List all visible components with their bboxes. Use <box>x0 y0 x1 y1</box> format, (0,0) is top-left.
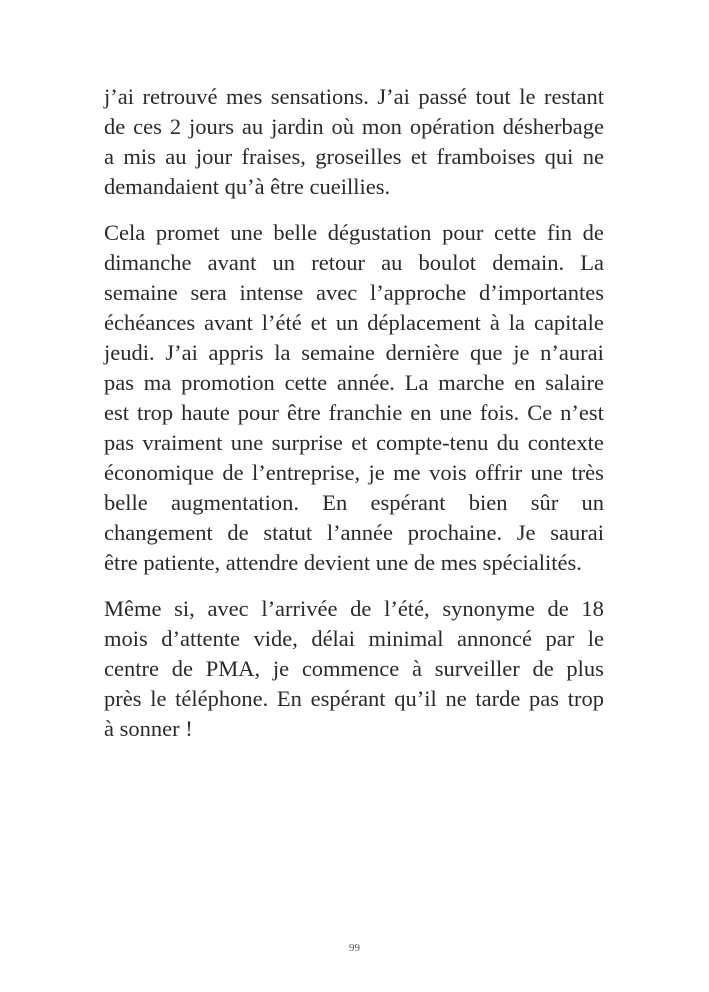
word: jeudi. <box>104 340 155 365</box>
word: un <box>581 490 604 515</box>
word: annoncé <box>457 626 532 651</box>
word: le <box>587 626 604 651</box>
text-line: à sonner ! <box>104 716 193 741</box>
word: est <box>104 400 129 425</box>
word: haute <box>181 400 230 425</box>
text-line <box>104 654 604 684</box>
word: marche <box>438 370 505 395</box>
word: de <box>547 596 569 621</box>
text-line <box>104 458 604 488</box>
word: capitale <box>533 310 604 335</box>
word: l’entreprise, <box>252 460 361 485</box>
paragraph-3 <box>104 594 604 744</box>
word: trop <box>136 400 174 425</box>
word: mon <box>361 114 402 139</box>
word: je <box>368 460 385 485</box>
word: échéances <box>104 310 196 335</box>
word: compte-tenu <box>375 430 489 455</box>
word: d’attente <box>161 626 240 651</box>
word: Cela <box>104 220 146 245</box>
word: mis <box>123 144 156 169</box>
word: à <box>489 310 500 335</box>
word: d’importantes <box>479 280 604 305</box>
word: promet <box>155 220 220 245</box>
word: téléphone. <box>175 686 269 711</box>
text-line <box>104 488 604 518</box>
word: l’été <box>261 310 302 335</box>
text-line <box>104 684 604 714</box>
word: le <box>150 686 167 711</box>
word: de <box>582 220 604 245</box>
word: surprise <box>271 430 343 455</box>
word: dernière <box>385 340 460 365</box>
word: en <box>410 400 432 425</box>
word: fin <box>547 220 573 245</box>
word: commence <box>301 656 400 681</box>
word: cette <box>284 370 328 395</box>
word: au <box>241 114 264 139</box>
word: La <box>580 250 604 275</box>
word: pour <box>237 400 280 425</box>
word: très <box>571 460 604 485</box>
word: semaine <box>104 280 178 305</box>
word: Ce <box>527 400 553 425</box>
text-line <box>104 594 604 624</box>
word: a <box>104 144 114 169</box>
word: une <box>439 400 472 425</box>
word: sûr <box>530 490 559 515</box>
word: intense <box>239 280 304 305</box>
word: synonyme <box>442 596 535 621</box>
text-line: être patiente, attendre devient une de mes spécialités. <box>104 550 582 575</box>
word: avant <box>207 250 257 275</box>
word: au <box>381 250 403 275</box>
word: pas <box>104 370 134 395</box>
word: saurai <box>550 520 604 545</box>
word: avec <box>316 280 358 305</box>
word: en <box>514 370 536 395</box>
word: qu’il <box>394 686 437 711</box>
word: J’ai <box>165 340 198 365</box>
word: au <box>165 144 187 169</box>
word: surveiller <box>434 656 520 681</box>
word: belle <box>273 220 318 245</box>
word: la <box>274 340 291 365</box>
word: promotion <box>181 370 275 395</box>
word: groseilles <box>315 144 402 169</box>
word: franchie <box>328 400 403 425</box>
page-number: 99 <box>349 942 360 954</box>
word: Même <box>104 596 162 621</box>
word: et <box>351 430 368 455</box>
word: semaine <box>301 340 375 365</box>
word: où <box>331 114 354 139</box>
word: ces <box>133 114 162 139</box>
word: du <box>496 430 520 455</box>
text-line <box>104 398 604 428</box>
word: de <box>104 114 126 139</box>
word: pas <box>104 430 134 455</box>
word: changement <box>104 520 213 545</box>
word: vide, <box>253 626 298 651</box>
word: framboises <box>436 144 536 169</box>
word: espérant <box>370 490 446 515</box>
word: augmentation. <box>170 490 300 515</box>
word: mois <box>104 626 148 651</box>
word: salaire <box>545 370 604 395</box>
word: trop <box>567 686 604 711</box>
word: un <box>335 310 359 335</box>
text-line <box>104 338 604 368</box>
word: déplacement <box>367 310 481 335</box>
word: une <box>530 460 563 485</box>
word: demain. <box>492 250 565 275</box>
text-line <box>104 518 604 548</box>
word: fraises, <box>241 144 306 169</box>
word: de <box>222 460 244 485</box>
word: que <box>470 340 503 365</box>
word: plus <box>566 656 604 681</box>
word: pas <box>529 686 560 711</box>
word: le <box>519 84 536 109</box>
word: et <box>410 144 428 169</box>
word: belle <box>104 490 148 515</box>
word: cette <box>493 220 537 245</box>
word: l’été, <box>384 596 430 621</box>
word: j’ai <box>104 84 134 109</box>
word: par <box>545 626 575 651</box>
word: J’ai <box>377 84 410 109</box>
word: une <box>230 220 263 245</box>
text-line <box>104 624 604 654</box>
word: si, <box>174 596 195 621</box>
word: jardin <box>271 114 324 139</box>
word: retrouvé <box>142 84 218 109</box>
word: une <box>230 430 264 455</box>
word: de <box>171 656 193 681</box>
text-line <box>104 278 604 308</box>
word: économique <box>104 460 214 485</box>
word: espérant <box>310 686 386 711</box>
word: retour <box>311 250 365 275</box>
word: je <box>513 340 530 365</box>
text-line <box>104 308 604 338</box>
word: la <box>508 310 526 335</box>
word: n’aurai <box>540 340 604 365</box>
text-line <box>104 218 604 248</box>
word: ma <box>143 370 172 395</box>
word: année. <box>336 370 395 395</box>
word: 18 <box>581 596 604 621</box>
word: Je <box>516 520 536 545</box>
word: fois. <box>479 400 520 425</box>
word: qui <box>544 144 574 169</box>
word: vraiment <box>142 430 223 455</box>
text-line <box>104 428 604 458</box>
word: tarde <box>475 686 521 711</box>
word: un <box>272 250 296 275</box>
word: statut <box>263 520 313 545</box>
word: passé <box>418 84 468 109</box>
word: vois <box>429 460 467 485</box>
word: boulot <box>418 250 477 275</box>
word: sera <box>190 280 227 305</box>
word: désherbage <box>502 114 604 139</box>
page-body <box>104 82 604 744</box>
word: l’arrivée <box>261 596 338 621</box>
word: 2 <box>169 114 182 139</box>
text-line <box>104 82 604 112</box>
word: bien <box>468 490 508 515</box>
word: En <box>276 686 302 711</box>
word: offrir <box>475 460 523 485</box>
word: dimanche <box>104 250 192 275</box>
word: restant <box>543 84 604 109</box>
word: avant <box>204 310 253 335</box>
word: ne <box>445 686 467 711</box>
text-line <box>104 112 604 142</box>
word: tout <box>475 84 511 109</box>
word: prochaine. <box>407 520 503 545</box>
word: opération <box>409 114 495 139</box>
word: minimal <box>368 626 444 651</box>
word: pour <box>442 220 484 245</box>
word: centre <box>104 656 159 681</box>
word: avec <box>207 596 249 621</box>
word: je <box>272 656 290 681</box>
word: contexte <box>527 430 604 455</box>
word: sensations. <box>270 84 369 109</box>
word: ne <box>582 144 604 169</box>
word: mes <box>225 84 263 109</box>
word: jours <box>189 114 234 139</box>
word: PMA, <box>205 656 261 681</box>
text-line <box>104 142 604 172</box>
word: de <box>532 656 554 681</box>
text-line <box>104 368 604 398</box>
word: me <box>393 460 421 485</box>
word: jour <box>195 144 233 169</box>
paragraph-2 <box>104 218 604 578</box>
word: de <box>350 596 372 621</box>
paragraph-1 <box>104 82 604 202</box>
text-line <box>104 248 604 278</box>
word: et <box>310 310 327 335</box>
word: près <box>104 686 142 711</box>
word: La <box>404 370 429 395</box>
word: appris <box>208 340 264 365</box>
word: En <box>322 490 348 515</box>
word: délai <box>311 626 356 651</box>
word: l’année <box>326 520 394 545</box>
word: n’est <box>560 400 604 425</box>
word: à <box>412 656 422 681</box>
word: de <box>227 520 249 545</box>
word: dégustation <box>327 220 432 245</box>
word: l’approche <box>370 280 467 305</box>
text-line: demandaient qu’à être cueillies. <box>104 174 391 199</box>
word: être <box>286 400 321 425</box>
